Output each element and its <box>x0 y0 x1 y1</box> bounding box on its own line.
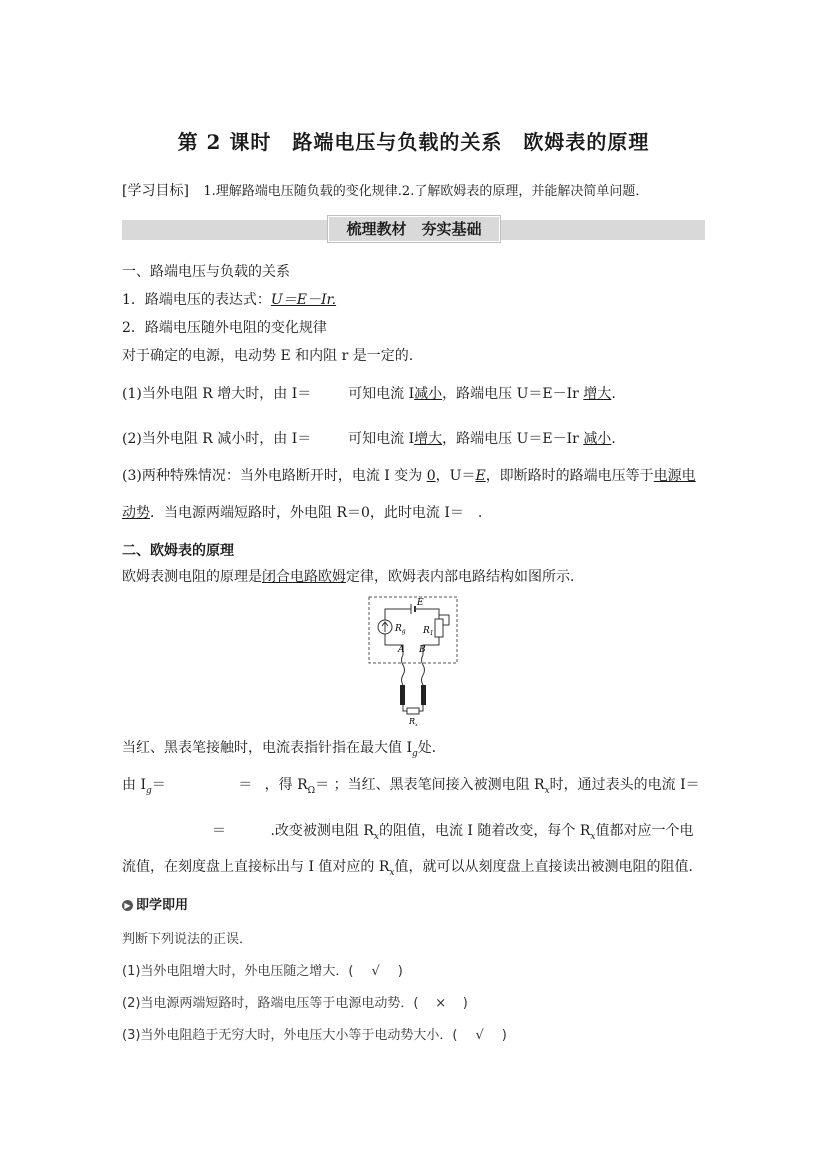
rheostat-label: $R_1$ <box>423 626 434 637</box>
red-lead-wire <box>402 655 405 685</box>
case2-part-d: ，路端电压 U＝E－Ir <box>442 431 579 447</box>
objectives-label: [学习目标] <box>122 183 189 199</box>
test-resistor-label: $R_x$ <box>409 717 418 728</box>
practice-item-mark: √ <box>371 964 380 979</box>
line3-part-c: 的阻值，电流 I 随着改变，每个 R <box>378 823 591 839</box>
case2-line <box>122 428 616 448</box>
banner-label: 梳理教材 夯实基础 <box>328 216 500 242</box>
case3-answer-e: E <box>475 468 486 484</box>
section2-line4 <box>122 856 703 878</box>
line4-part-a: 流值，在刻度盘上直接标出与 I 值对应的 R <box>122 859 390 875</box>
case2-part-a: (2)当外电阻 R 减小时，由 I＝ <box>122 431 312 447</box>
case2-answer-current: 增大 <box>414 431 443 447</box>
bullet-icon: ▶ <box>122 900 133 911</box>
line2-eq2: ＝ <box>238 777 253 793</box>
practice-item-1 <box>122 960 403 979</box>
intro-answer: 闭合电路欧姆 <box>262 569 346 585</box>
case3-line2 <box>122 502 482 522</box>
item1-label: 1．路端电压的表达式： <box>122 292 271 308</box>
case3-part-c: ，U＝ <box>435 468 476 484</box>
case1-part-b: 可知电流 I <box>348 386 415 402</box>
case3-answer-emf2: 动势 <box>122 505 150 521</box>
practice-item-mark: × <box>435 996 447 1011</box>
section2-line3 <box>212 820 693 842</box>
learning-objectives <box>122 180 648 200</box>
section2-heading: 二、欧姆表的原理 <box>122 543 234 559</box>
terminal-a-label: A <box>398 645 405 655</box>
black-lead-wire <box>422 655 425 685</box>
line2-eq3: ＝ <box>315 777 330 793</box>
line4-sub-x: x <box>389 867 395 878</box>
section2-intro <box>122 566 584 586</box>
case3-answer-zero: 0 <box>426 468 436 484</box>
terminal-b-label: B <box>419 645 426 655</box>
rheostat-icon <box>435 619 443 637</box>
line3-sub-x1: x <box>373 831 379 842</box>
line3-sub-x2: x <box>590 831 596 842</box>
top-wire-left <box>385 609 411 620</box>
section2-line2 <box>122 774 700 796</box>
rheostat-slider <box>439 615 449 625</box>
case1-answer-voltage: 增大 <box>583 386 612 402</box>
red-probe-icon <box>400 685 405 705</box>
practice-item-2 <box>122 992 468 1011</box>
meter-case-outline <box>369 597 457 663</box>
case1-answer-current: 减小 <box>414 386 443 402</box>
case3-end: . <box>477 505 483 521</box>
case2-part-b: 可知电流 I <box>348 431 415 447</box>
line1-end: 处． <box>417 740 446 756</box>
page-title: 第 2 课时 路端电压与负载的关系 欧姆表的原理 <box>177 130 650 154</box>
battery-label: E <box>417 598 424 608</box>
practice-item-close: ) <box>501 1028 507 1043</box>
practice-item-mark: √ <box>475 1028 484 1043</box>
case3-part-a: (3)两种特殊情况：当外电路断开时，电流 I 变为 <box>122 468 423 484</box>
line2-part-a: 由 I <box>122 777 146 793</box>
line2-part-f: ；当红、黑表笔间接入被测电阻 R <box>333 777 545 793</box>
line2-part-g: 时，通过表头的电流 I＝ <box>549 777 700 793</box>
practice-item-close: ) <box>397 964 403 979</box>
line2-sub-g: g <box>145 785 152 796</box>
section-banner <box>122 220 705 240</box>
line3-part-d: 值都对应一个电 <box>595 823 694 839</box>
case2-answer-voltage: 减小 <box>583 431 612 447</box>
practice-heading <box>122 894 188 913</box>
line4-part-b: 值，就可以从刻度盘上直接读出被测电阻的阻值． <box>394 859 703 875</box>
practice-item-text: (3)当外电阻趋于无穷大时，外电压大小等于电动势大小．( <box>122 1028 458 1043</box>
section2-line1 <box>122 737 446 759</box>
intro-part-a: 欧姆表测电阻的原理是 <box>122 569 262 585</box>
line1-text: 当红、黑表笔接触时，电流表指针指在最大值 I <box>122 740 412 756</box>
section1-item2: 2．路端电压随外电阻的变化规律 <box>122 320 327 336</box>
case1-part-a: (1)当外电阻 R 增大时，由 I＝ <box>122 386 312 402</box>
practice-intro: 判断下列说法的正误． <box>122 932 253 947</box>
item1-formula: U＝E－Ir. <box>270 292 337 308</box>
case3-part-e: ，即断路时的路端电压等于 <box>485 468 654 484</box>
line3-part-b: .改变被测电阻 R <box>270 823 374 839</box>
ohmmeter-circuit-diagram <box>365 593 465 730</box>
line2-part-d: ，得 R <box>264 777 308 793</box>
test-resistor-icon <box>407 708 419 714</box>
section1-item1 <box>122 289 336 309</box>
practice-item-close: ) <box>462 996 468 1011</box>
practice-item-text: (1)当外电阻增大时，外电压随之增大．( <box>122 964 354 979</box>
top-wire-right <box>415 609 439 619</box>
line1-sub: g <box>411 748 418 759</box>
line2-sub-x: x <box>544 785 550 796</box>
section1-heading: 一、路端电压与负载的关系 <box>122 264 290 280</box>
black-probe-icon <box>421 685 426 705</box>
line2-sub-omega: Ω <box>307 785 316 796</box>
galvanometer-label: $R_g$ <box>395 624 406 635</box>
line3-eq: ＝ <box>212 823 226 839</box>
intro-part-c: 定律，欧姆表内部电路结构如图所示． <box>346 569 584 585</box>
line2-eq1: ＝ <box>151 777 166 793</box>
case3-part-h: ．当电源两端短路时，外电阻 R＝0，此时电流 I＝ <box>150 505 464 521</box>
section1-intro: 对于确定的电源，电动势 E 和内阻 r 是一定的. <box>122 348 414 364</box>
case1-end: . <box>611 386 616 402</box>
objectives-text: 1.理解路端电压随负载的变化规律.2.了解欧姆表的原理，并能解决简单问题． <box>203 184 649 199</box>
practice-item-3 <box>122 1024 507 1043</box>
case3-answer-emf1: 电源电 <box>653 468 696 484</box>
practice-heading-text: 即学即用 <box>136 898 189 913</box>
case1-line <box>122 383 616 403</box>
case1-part-d: ，路端电压 U＝E－Ir <box>442 386 579 402</box>
case3-line1 <box>122 465 696 485</box>
practice-item-text: (2)当电源两端短路时，路端电压等于电源电动势．( <box>122 996 419 1011</box>
case2-end: . <box>611 431 616 447</box>
